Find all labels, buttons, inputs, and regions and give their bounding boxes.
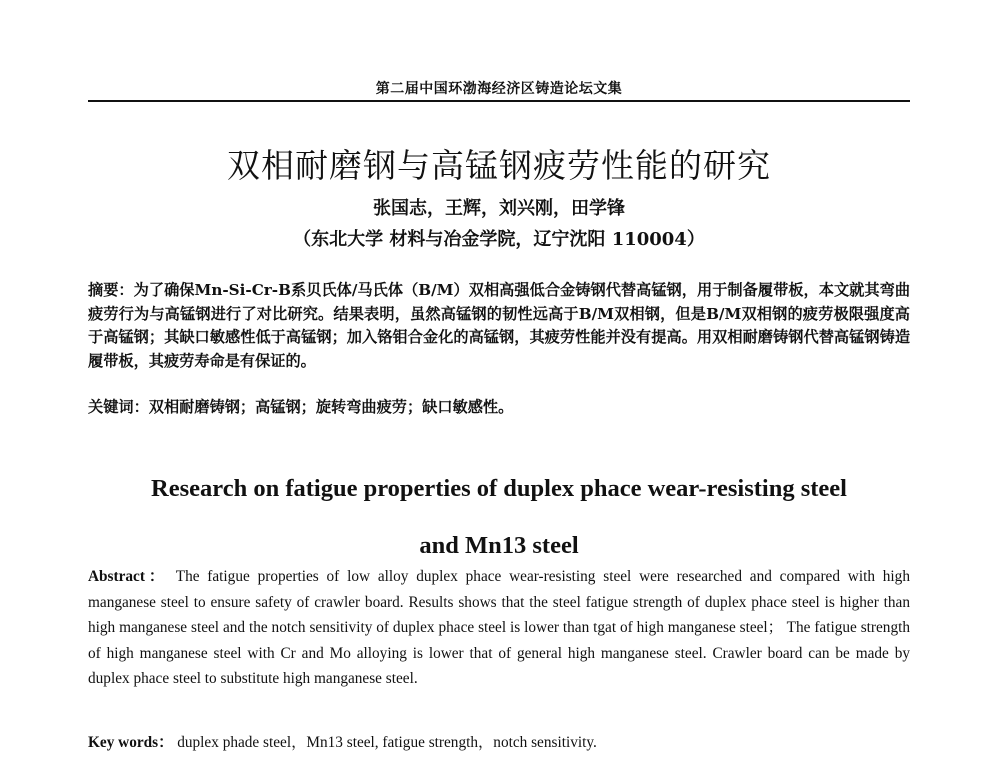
- affiliation: （东北大学 材料与冶金学院，辽宁沈阳 110004）: [293, 229, 705, 250]
- english-keywords: [88, 732, 910, 754]
- chinese-keywords-label: 关键词：: [88, 398, 149, 416]
- english-title: [88, 460, 910, 574]
- english-abstract: [88, 564, 910, 692]
- header-rule: [88, 100, 910, 102]
- english-title-line-1: Research on fatigue properties of duplex phace wear-resisting steel: [151, 475, 847, 502]
- english-keywords-text: duplex phade steel，Mn13 steel, fatigue strength，notch sensitivity.: [177, 734, 597, 751]
- english-keywords-label: Key words：: [88, 734, 174, 751]
- english-abstract-label: Abstract：: [88, 568, 169, 585]
- chinese-title: 双相耐磨钢与高锰钢疲劳性能的研究: [227, 146, 771, 185]
- chinese-abstract: [88, 279, 910, 373]
- chinese-abstract-text: 为了确保Mn-Si-Cr-B系贝氏体/马氏体（B/M）双相高强低合金铸钢代替高锰钢，用于制备履带板，本文就其弯曲疲劳行为与高锰钢进行了对比研究。结果表明，虽然高锰钢的韧性远高于B/M双相钢，但是B/M双相钢的疲劳极限强度高于高锰钢；其缺口敏感性低于高锰钢；加入铬钼合金化的高锰钢，其疲劳性能并没有提高。用双相耐磨铸钢代替高锰钢铸造履带板，其疲劳寿命是有保证的。: [88, 281, 911, 370]
- english-title-line-2: and Mn13 steel: [419, 532, 579, 559]
- chinese-keywords-text: 双相耐磨铸钢；高锰钢；旋转弯曲疲劳；缺口敏感性。: [148, 398, 514, 416]
- authors: 张国志，王辉，刘兴刚，田学锋: [373, 198, 625, 219]
- chinese-abstract-label: 摘要：: [88, 281, 134, 299]
- chinese-keywords: [88, 396, 910, 419]
- english-abstract-text: The fatigue properties of low alloy duplex phace wear-resisting steel were researched and compared with high manganese steel to ensure safety of crawler board. Results shows that the steel fatigue strength of duplex phace steel is higher than high manganese steel and the notch sensitivity of duplex phace steel is lower than tgat of high manganese steel； The fatigue strength of high manganese steel with Cr and Mo alloying is lower that of general high manganese steel. Crawler board can be made by duplex phace steel to substitute high manganese steel.: [88, 568, 910, 687]
- running-header: 第二届中国环渤海经济区铸造论坛文集: [375, 81, 623, 97]
